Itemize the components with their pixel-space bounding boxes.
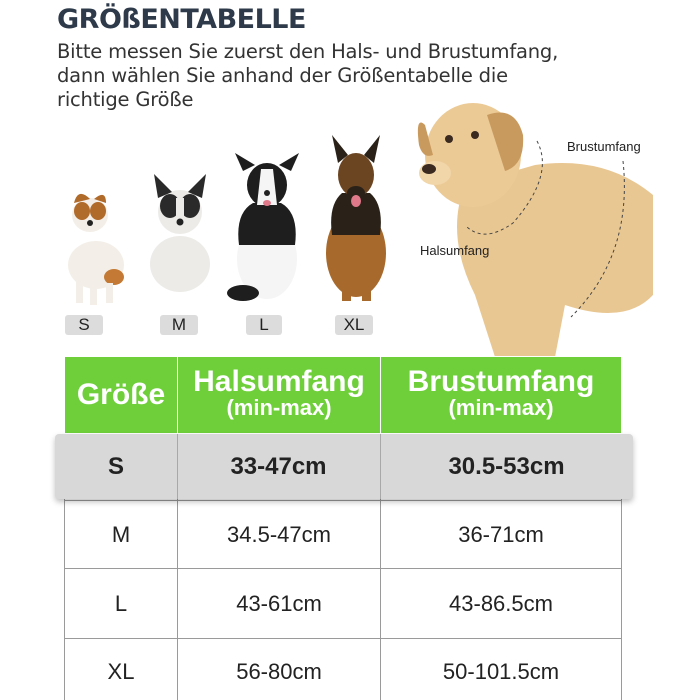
highlight-size-cell: S — [107, 452, 124, 480]
chest-cell: 36-71cm — [381, 501, 622, 569]
dog-xlarge-illustration — [312, 135, 402, 303]
size-badge-l: L — [246, 315, 282, 335]
size-badge-s: S — [65, 315, 103, 335]
dog-measurement-photo — [405, 95, 653, 357]
dog-large-illustration — [225, 153, 310, 303]
dog-small-illustration — [50, 185, 140, 310]
table-row — [65, 639, 622, 700]
size-badge-m: M — [160, 315, 198, 335]
neck-cell: 56-80cm — [178, 639, 381, 700]
header-neck: Halsumfang (min-max) — [178, 357, 381, 434]
highlighted-row-s — [55, 434, 633, 499]
size-chart-table — [64, 356, 622, 700]
highlight-neck-cell: 33-47cm — [230, 452, 327, 480]
dog-medium-illustration — [140, 172, 220, 300]
instructions-line: Bitte messen Sie zuerst den Hals- und Brustumfang, — [57, 40, 559, 63]
header-size: Größe — [65, 357, 178, 434]
page-title: GRÖßENTABELLE — [57, 4, 306, 35]
size-cell: M — [65, 501, 178, 569]
highlight-chest-cell: 30.5-53cm — [448, 452, 565, 480]
chest-measure-label: Brustumfang — [567, 139, 641, 154]
chest-cell: 50-101.5cm — [381, 639, 622, 700]
instructions-line: richtige Größe — [57, 88, 194, 111]
size-cell: XL — [65, 639, 178, 700]
size-badge-xl: XL — [335, 315, 373, 335]
neck-cell: 34.5-47cm — [178, 501, 381, 569]
neck-measure-label: Halsumfang — [420, 243, 490, 258]
size-cell: L — [65, 569, 178, 639]
instructions-line: dann wählen Sie anhand der Größentabelle die — [57, 64, 508, 87]
table-header-row — [65, 357, 622, 434]
header-chest: Brustumfang (min-max) — [381, 357, 622, 434]
table-row — [65, 569, 622, 639]
chest-cell: 43-86.5cm — [381, 569, 622, 639]
table-row — [65, 501, 622, 569]
neck-cell: 43-61cm — [178, 569, 381, 639]
